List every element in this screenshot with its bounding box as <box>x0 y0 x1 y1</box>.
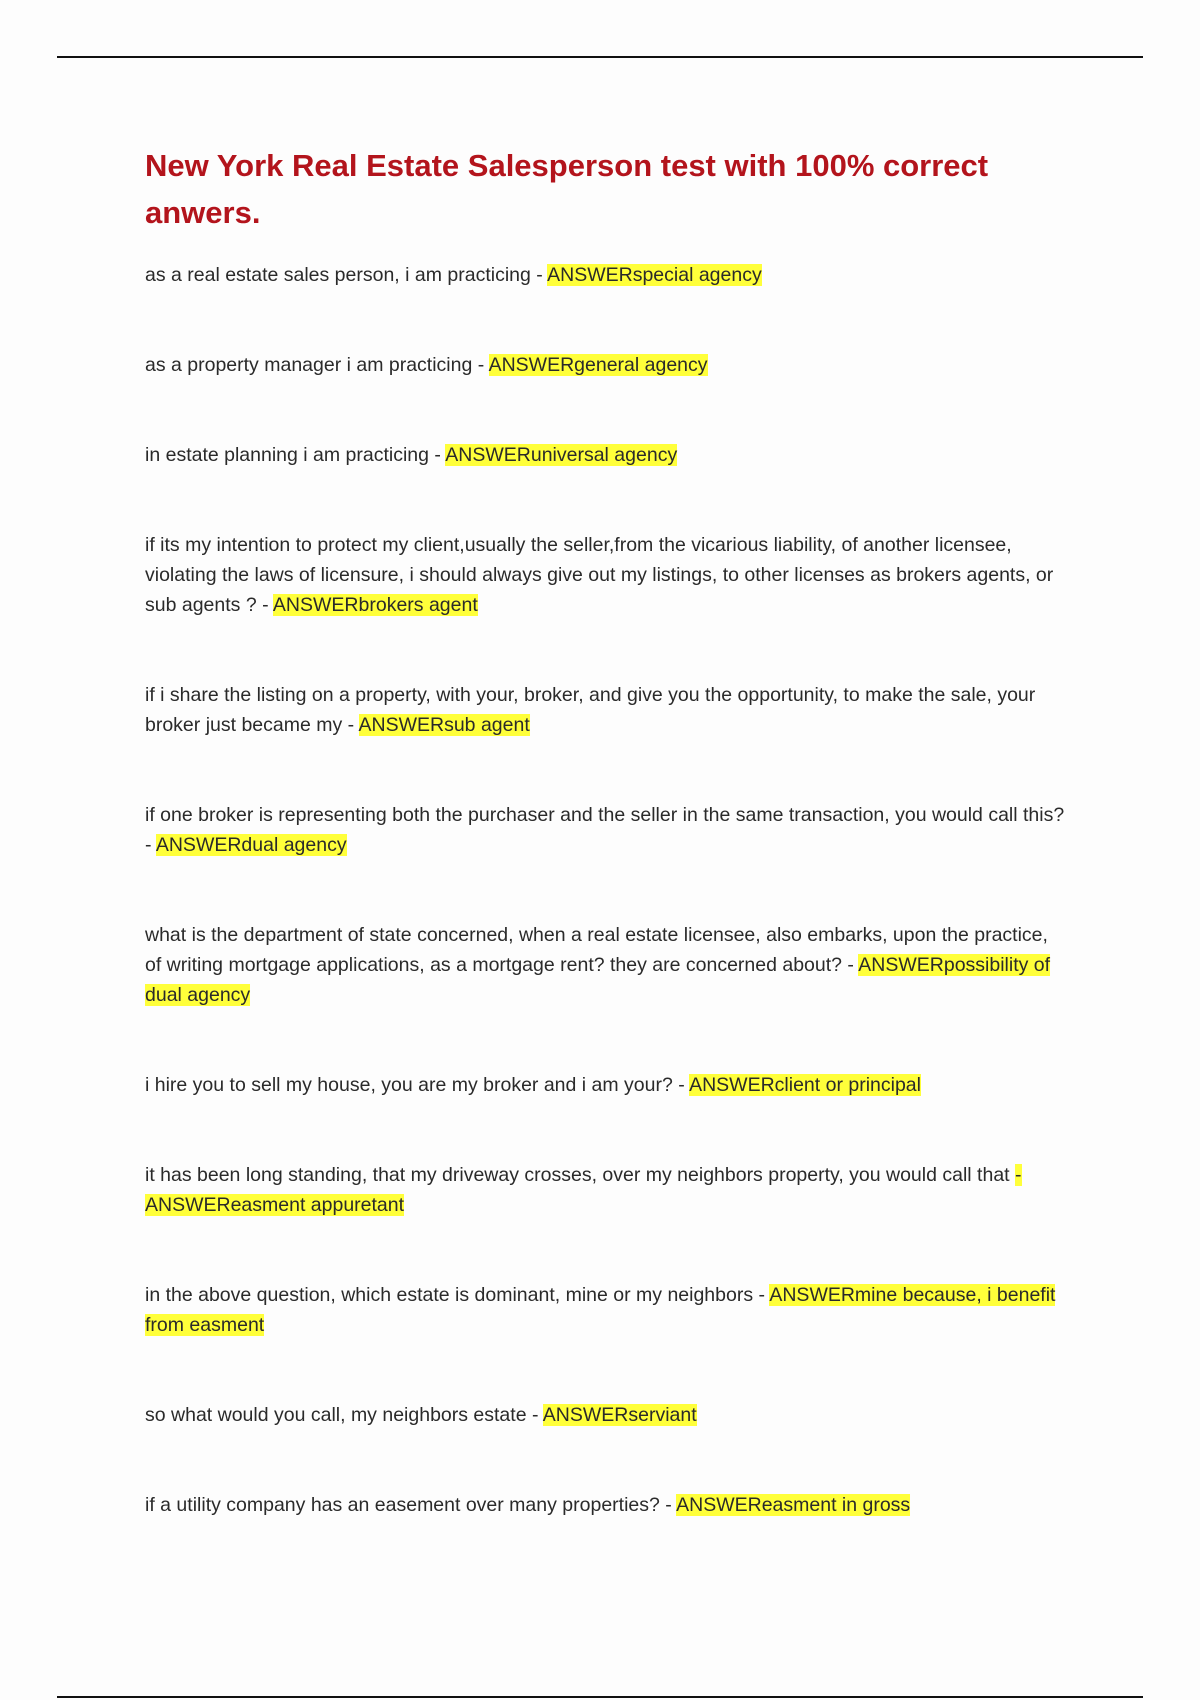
question-text: if one broker is representing both the purchaser and the seller in the same transaction, you would call this? - <box>145 804 1065 856</box>
answer-highlight: ANSWERmine because, i benefit from easment <box>145 1284 1056 1336</box>
answer-highlight: ANSWERpossibility of dual agency <box>145 954 1051 1006</box>
top-rule <box>57 56 1143 58</box>
qa-item <box>145 920 1065 1010</box>
question-text: if i share the listing on a property, with your, broker, and give you the opportunity, to make the sale, your broker just became my - <box>145 684 1036 736</box>
question-text: if its my intention to protect my client,usually the seller,from the vicarious liability, of another licensee, violating the laws of licensure, i should always give out my listings, to other licenses as brokers agents, or sub agents ? - <box>145 534 1054 616</box>
question-text: in estate planning i am practicing - <box>145 444 446 466</box>
qa-item <box>145 800 1065 860</box>
question-text: as a property manager i am practicing - <box>145 354 489 376</box>
document-body <box>145 142 1065 1580</box>
answer-highlight: ANSWERbrokers agent <box>272 594 478 616</box>
question-text: if a utility company has an easement over many properties? - <box>145 1494 677 1516</box>
qa-item <box>145 680 1065 740</box>
document-title: New York Real Estate Salesperson test with 100% correct anwers. <box>145 148 989 230</box>
answer-highlight: ANSWEReasment in gross <box>676 1494 911 1516</box>
qa-item <box>145 350 1065 380</box>
answer-highlight: ANSWERclient or principal <box>689 1074 921 1096</box>
qa-item <box>145 1070 1065 1100</box>
answer-highlight: ANSWERspecial agency <box>547 264 762 286</box>
qa-item <box>145 1400 1065 1430</box>
qa-item <box>145 1280 1065 1340</box>
qa-item <box>145 440 1065 470</box>
answer-highlight: ANSWERsub agent <box>358 714 530 736</box>
answer-highlight: - ANSWEReasment appuretant <box>145 1164 1022 1216</box>
question-text: so what would you call, my neighbors estate - <box>145 1404 543 1426</box>
qa-item <box>145 260 1065 290</box>
answer-highlight: ANSWERgeneral agency <box>488 354 708 376</box>
question-text: what is the department of state concerned, when a real estate licensee, also embarks, upon the practice, of writing mortgage applications, as a mortgage rent? they are concerned about? - <box>145 924 1048 976</box>
question-text: it has been long standing, that my driveway crosses, over my neighbors property, you would call that <box>145 1164 1015 1186</box>
question-text: i hire you to sell my house, you are my broker and i am your? - <box>145 1074 690 1096</box>
answer-highlight: ANSWERdual agency <box>155 834 347 856</box>
question-text: as a real estate sales person, i am practicing - <box>145 264 548 286</box>
qa-item <box>145 530 1065 620</box>
bottom-rule <box>57 1696 1143 1698</box>
answer-highlight: ANSWERuniversal agency <box>445 444 678 466</box>
qa-item <box>145 1490 1065 1520</box>
answer-highlight: ANSWERserviant <box>542 1404 697 1426</box>
question-text: in the above question, which estate is dominant, mine or my neighbors - <box>145 1284 770 1306</box>
qa-item <box>145 1160 1065 1220</box>
